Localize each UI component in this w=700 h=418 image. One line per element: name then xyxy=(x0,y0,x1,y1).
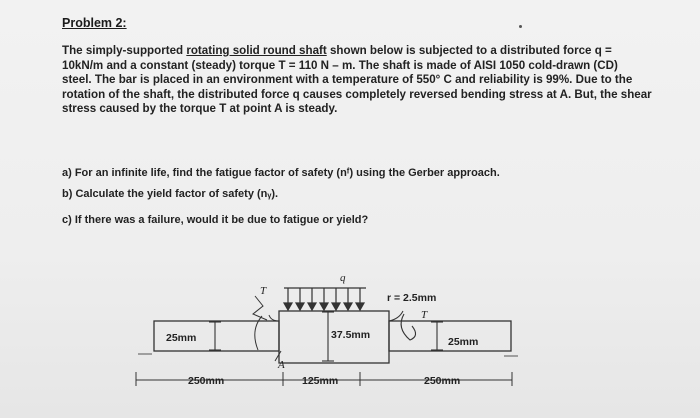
distributed-load-arrows xyxy=(284,288,364,310)
question-c-text: c) If there was a failure, would it be due to fatigue or yield? xyxy=(62,214,369,226)
statement-line-4: rotation of the shaft, the distributed force q causes completely reversed bending stress at A. But, the shear xyxy=(62,87,652,101)
right-torque-arrow xyxy=(401,314,415,340)
statement-line-1-start: The simply-supported xyxy=(62,44,187,57)
load-q-label: q xyxy=(340,272,346,284)
left-fillet xyxy=(269,315,279,321)
stray-mark xyxy=(519,25,522,28)
left-diameter-label: 25mm xyxy=(166,332,197,344)
right-diameter-label: 25mm xyxy=(448,336,479,348)
center-length-label: 125mm xyxy=(302,375,339,387)
statement-line-1-end: shown below is subjected to a distributed force q = xyxy=(326,44,612,57)
center-diameter-label: 37.5mm xyxy=(331,329,371,341)
left-torque-arrow xyxy=(253,296,267,320)
right-torque-label: T xyxy=(421,309,428,321)
question-b-text: b) Calculate the yield factor of safety (nᵧ). xyxy=(62,188,279,200)
right-fillet xyxy=(389,311,403,321)
statement-underlined-phrase: rotating solid round shaft xyxy=(186,44,327,57)
point-a-label: A xyxy=(278,359,285,371)
question-a-text: a) For an infinite life, find the fatigue factor of safety (nᶠ) using the Gerber approach. xyxy=(62,167,500,179)
fillet-radius-label: r = 2.5mm xyxy=(387,292,437,304)
right-length-label: 250mm xyxy=(424,375,461,387)
left-torque-label: T xyxy=(260,285,267,297)
statement-line-3: steel. The bar is placed in an environment with a temperature of 550° C and reliability is 99%. Due to the xyxy=(62,73,633,87)
statement-line-2: 10kN/m and a constant (steady) torque T = 110 N – m. The shaft is made of AISI 1050 cold-drawn (CD) xyxy=(62,58,618,72)
left-length-label: 250mm xyxy=(188,375,225,387)
problem-title: Problem 2: xyxy=(62,16,127,30)
statement-line-5: stress caused by the torque T at point A is steady. xyxy=(62,102,338,116)
